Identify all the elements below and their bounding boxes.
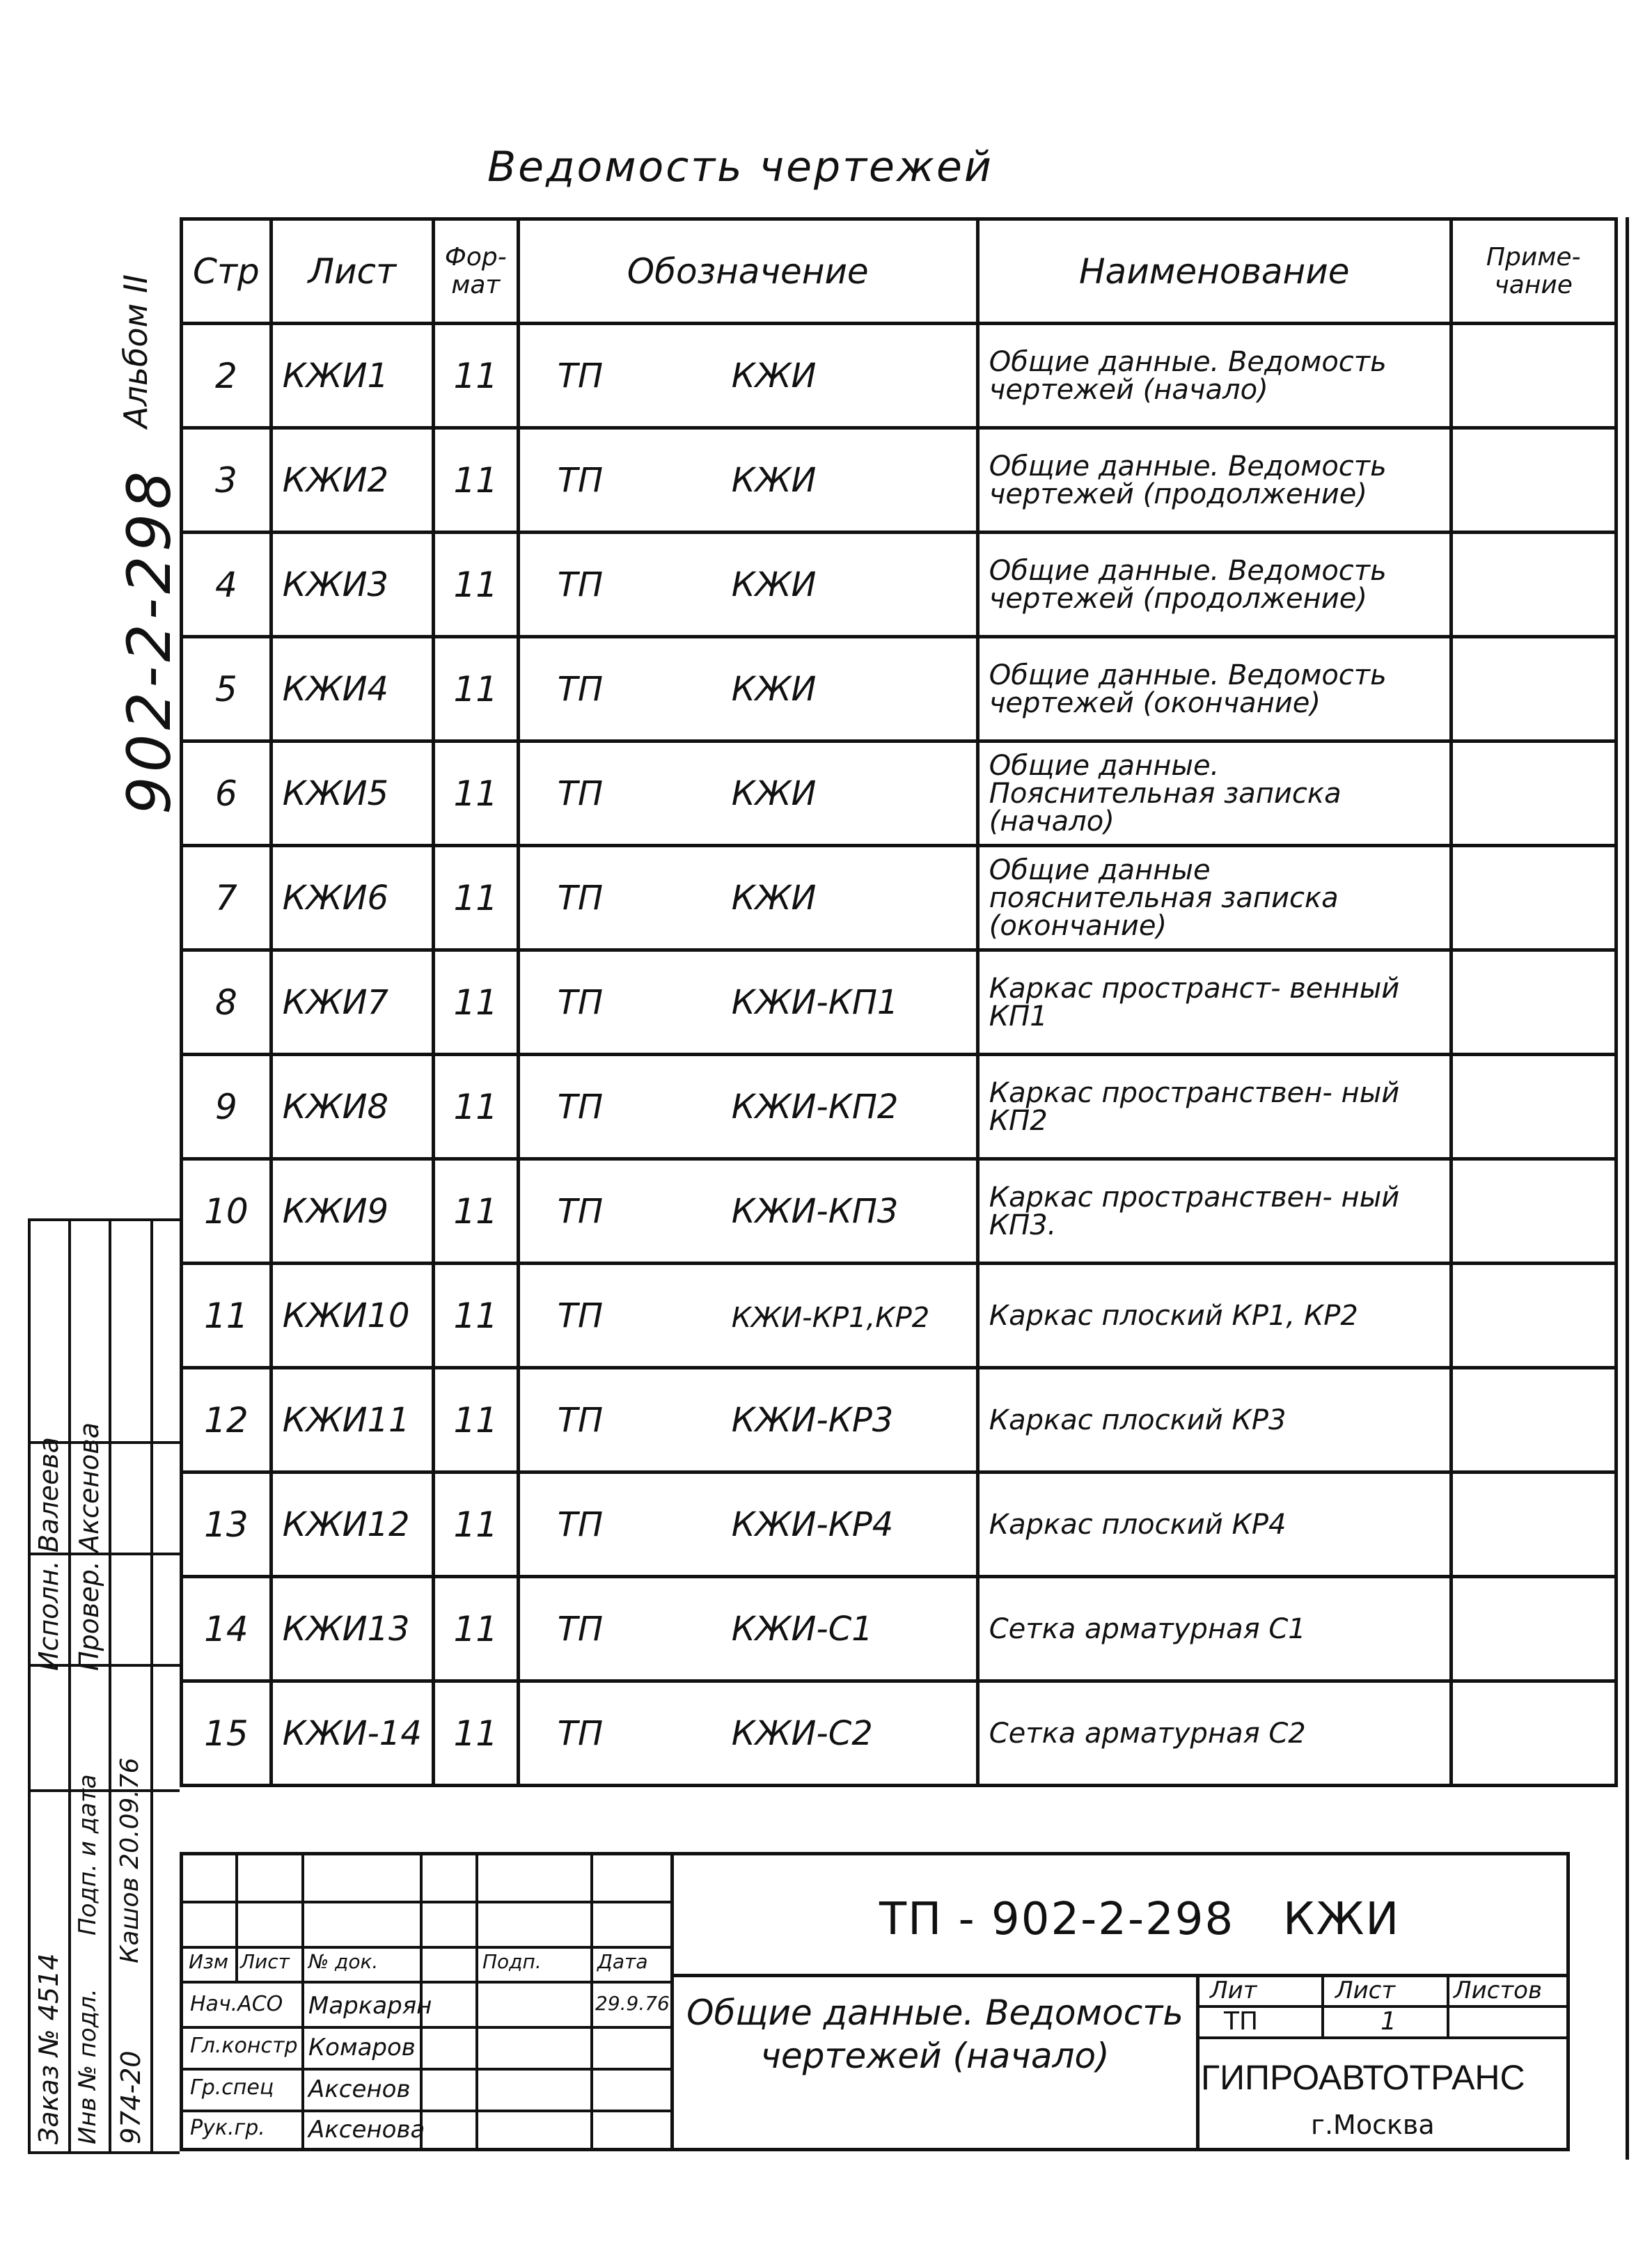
- table-row: [182, 324, 1616, 428]
- row-tp: ТП: [557, 878, 604, 918]
- table-row: [182, 1681, 1616, 1786]
- row-code: КЖИ: [731, 669, 817, 709]
- header-note: Приме-чание: [1451, 219, 1616, 324]
- row-note: [1451, 1055, 1616, 1159]
- stamp-role: Рук.гр.: [190, 2116, 265, 2140]
- table-row: [182, 846, 1616, 950]
- row-oboz: [518, 1472, 977, 1577]
- stamp-sheet-title: Общие данные. Ведомость чертежей (начало): [686, 1993, 1183, 2076]
- row-format: 11: [433, 1577, 518, 1681]
- stamp-list-value: 1: [1380, 2007, 1397, 2036]
- project-code: 902-2-298: [115, 466, 184, 815]
- row-oboz: [518, 1681, 977, 1786]
- stamp-city: г.Москва: [1311, 2110, 1435, 2140]
- row-oboz: [518, 324, 977, 428]
- row-list: КЖИ2: [271, 428, 433, 533]
- row-oboz: [518, 428, 977, 533]
- header-name: Наименование: [977, 219, 1451, 324]
- table-row: [182, 533, 1616, 637]
- table-row: [182, 741, 1616, 846]
- stamp-doc-suffix: КЖИ: [1283, 1894, 1401, 1945]
- row-name: Сетка арматурная С2: [977, 1681, 1451, 1786]
- row-format: 11: [433, 533, 518, 637]
- row-list: КЖИ9: [271, 1159, 433, 1264]
- row-list: КЖИ-14: [271, 1681, 433, 1786]
- row-oboz: [518, 741, 977, 846]
- row-name: Общие данные. Пояснительная записка (начало): [977, 741, 1451, 846]
- row-code: КЖИ: [731, 773, 817, 813]
- row-note: [1451, 741, 1616, 846]
- row-format: 11: [433, 950, 518, 1055]
- row-code: КЖИ: [731, 356, 817, 395]
- row-tp: ТП: [557, 356, 604, 395]
- row-name: Общие данные пояснительная записка (окончание): [977, 846, 1451, 950]
- row-tp: ТП: [557, 1191, 604, 1231]
- stamp-list-label: Лист: [1335, 1977, 1396, 2004]
- stamp-col-podp: Подп.: [482, 1950, 542, 1973]
- stamp-role-name: Аксенова: [308, 2116, 425, 2144]
- row-list: КЖИ11: [271, 1368, 433, 1472]
- row-oboz: [518, 950, 977, 1055]
- row-format: 11: [433, 637, 518, 741]
- row-name: Общие данные. Ведомость чертежей (продолжение): [977, 428, 1451, 533]
- row-str: 6: [182, 741, 272, 846]
- row-str: 13: [182, 1472, 272, 1577]
- row-oboz: [518, 1577, 977, 1681]
- table-row: [182, 1472, 1616, 1577]
- row-code: КЖИ-КР4: [731, 1505, 894, 1544]
- prover-name: Аксенова: [74, 1422, 104, 1553]
- row-format: 11: [433, 324, 518, 428]
- row-note: [1451, 1577, 1616, 1681]
- row-format: 11: [433, 428, 518, 533]
- row-oboz: [518, 846, 977, 950]
- row-note: [1451, 1681, 1616, 1786]
- row-code: КЖИ-КР3: [731, 1400, 894, 1440]
- row-format: 11: [433, 1472, 518, 1577]
- row-name: Общие данные. Ведомость чертежей (продолжение): [977, 533, 1451, 637]
- row-oboz: [518, 1055, 977, 1159]
- row-list: КЖИ8: [271, 1055, 433, 1159]
- row-name: Сетка арматурная С1: [977, 1577, 1451, 1681]
- row-code: КЖИ-КП1: [731, 982, 899, 1022]
- stamp-role: Гл.констр: [190, 2034, 298, 2058]
- page-title: Ведомость чертежей: [487, 143, 993, 191]
- row-oboz: [518, 1368, 977, 1472]
- row-name: Каркас пространствен- ный КП2: [977, 1055, 1451, 1159]
- row-str: 11: [182, 1264, 272, 1368]
- sign-date-label: Подп. и дата: [74, 1774, 102, 1935]
- album-label: Альбом II: [117, 274, 155, 428]
- row-note: [1451, 1368, 1616, 1472]
- table-header-row: [182, 219, 1616, 324]
- stamp-lit-label: Лит: [1210, 1977, 1257, 2004]
- row-format: 11: [433, 1368, 518, 1472]
- row-tp: ТП: [557, 1087, 604, 1126]
- row-oboz: [518, 533, 977, 637]
- row-str: 14: [182, 1577, 272, 1681]
- row-list: КЖИ12: [271, 1472, 433, 1577]
- table-row: [182, 637, 1616, 741]
- stamp-role-name: Комаров: [308, 2034, 416, 2061]
- order-number: Заказ № 4514: [33, 1953, 64, 2144]
- stamp-org: ГИПРОАВТОТРАНС: [1201, 2058, 1525, 2097]
- row-str: 5: [182, 637, 272, 741]
- row-note: [1451, 324, 1616, 428]
- row-oboz: [518, 637, 977, 741]
- stamp-role-name: Аксенов: [308, 2075, 411, 2103]
- stamp-col-date: Дата: [597, 1950, 648, 1973]
- table-row: [182, 1055, 1616, 1159]
- table-row: [182, 1264, 1616, 1368]
- table-row: [182, 1577, 1616, 1681]
- header-format: Фор-мат: [433, 219, 518, 324]
- stamp-doc-code: ТП - 902-2-298: [879, 1894, 1235, 1945]
- stamp-role: Нач.АСО: [190, 1992, 283, 2016]
- row-name: Каркас плоский КР3: [977, 1368, 1451, 1472]
- row-note: [1451, 846, 1616, 950]
- row-str: 8: [182, 950, 272, 1055]
- row-code: КЖИ: [731, 878, 817, 918]
- stamp-role: Гр.спец: [190, 2075, 274, 2100]
- row-str: 3: [182, 428, 272, 533]
- row-oboz: [518, 1159, 977, 1264]
- row-tp: ТП: [557, 565, 604, 604]
- table-row: [182, 1159, 1616, 1264]
- stamp-col-list: Лист: [240, 1950, 290, 1973]
- row-tp: ТП: [557, 1505, 604, 1544]
- row-format: 11: [433, 1159, 518, 1264]
- inv-value: 974-20: [116, 2050, 146, 2144]
- row-name: Общие данные. Ведомость чертежей (окончание): [977, 637, 1451, 741]
- row-str: 9: [182, 1055, 272, 1159]
- header-list: Лист: [271, 219, 433, 324]
- ispoln-label: Исполн.: [33, 1560, 64, 1671]
- row-format: 11: [433, 1681, 518, 1786]
- row-str: 12: [182, 1368, 272, 1472]
- row-tp: ТП: [557, 773, 604, 813]
- row-note: [1451, 1159, 1616, 1264]
- row-str: 4: [182, 533, 272, 637]
- row-list: КЖИ6: [271, 846, 433, 950]
- row-code: КЖИ: [731, 460, 817, 500]
- stamp-col-doc: № док.: [308, 1950, 379, 1973]
- row-code: КЖИ-КП2: [731, 1087, 899, 1126]
- row-name: Общие данные. Ведомость чертежей (начало): [977, 324, 1451, 428]
- row-note: [1451, 428, 1616, 533]
- row-list: КЖИ1: [271, 324, 433, 428]
- row-code: КЖИ-С1: [731, 1609, 873, 1649]
- row-list: КЖИ13: [271, 1577, 433, 1681]
- row-list: КЖИ10: [271, 1264, 433, 1368]
- row-list: КЖИ7: [271, 950, 433, 1055]
- row-str: 10: [182, 1159, 272, 1264]
- row-format: 11: [433, 1055, 518, 1159]
- row-name: Каркас плоский КР4: [977, 1472, 1451, 1577]
- prover-label: Провер.: [74, 1561, 104, 1671]
- row-oboz: [518, 1264, 977, 1368]
- row-note: [1451, 1264, 1616, 1368]
- row-code: КЖИ: [731, 565, 817, 604]
- row-tp: ТП: [557, 1400, 604, 1440]
- header-oboz: Обозначение: [518, 219, 977, 324]
- row-note: [1451, 533, 1616, 637]
- row-name: Каркас плоский КР1, КР2: [977, 1264, 1451, 1368]
- row-tp: ТП: [557, 1296, 604, 1335]
- row-tp: ТП: [557, 1713, 604, 1753]
- row-list: КЖИ5: [271, 741, 433, 846]
- row-code: КЖИ-КР1,КР2: [731, 1301, 930, 1334]
- row-code: КЖИ-С2: [731, 1713, 873, 1753]
- row-str: 2: [182, 324, 272, 428]
- table-row: [182, 1368, 1616, 1472]
- row-tp: ТП: [557, 982, 604, 1022]
- row-list: КЖИ3: [271, 533, 433, 637]
- title-block: [180, 1852, 1570, 2151]
- table-row: [182, 428, 1616, 533]
- row-note: [1451, 950, 1616, 1055]
- inv-label: Инв № подл.: [74, 1988, 102, 2144]
- ispoln-name: Валеева: [33, 1436, 64, 1553]
- stamp-lit-value: ТП: [1224, 2007, 1259, 2036]
- table-row: [182, 950, 1616, 1055]
- row-tp: ТП: [557, 460, 604, 500]
- drawings-table: [180, 217, 1618, 1787]
- row-note: [1451, 1472, 1616, 1577]
- header-str: Стр: [182, 219, 272, 324]
- row-format: 11: [433, 1264, 518, 1368]
- row-tp: ТП: [557, 669, 604, 709]
- row-tp: ТП: [557, 1609, 604, 1649]
- row-note: [1451, 637, 1616, 741]
- row-str: 15: [182, 1681, 272, 1786]
- stamp-listov-label: Листов: [1454, 1977, 1543, 2004]
- row-list: КЖИ4: [271, 637, 433, 741]
- row-name: Каркас пространст- венный КП1: [977, 950, 1451, 1055]
- stamp-col-izm: Изм: [189, 1950, 228, 1973]
- row-format: 11: [433, 741, 518, 846]
- row-code: КЖИ-КП3: [731, 1191, 899, 1231]
- sign-value: Кашов 20.09.76: [116, 1757, 144, 1963]
- row-name: Каркас пространствен- ный КП3.: [977, 1159, 1451, 1264]
- page-edge-line: [1626, 217, 1629, 2160]
- stamp-role-name: Маркарян: [308, 1992, 432, 2020]
- row-format: 11: [433, 846, 518, 950]
- stamp-role-date: 29.9.76: [595, 1992, 670, 2015]
- row-str: 7: [182, 846, 272, 950]
